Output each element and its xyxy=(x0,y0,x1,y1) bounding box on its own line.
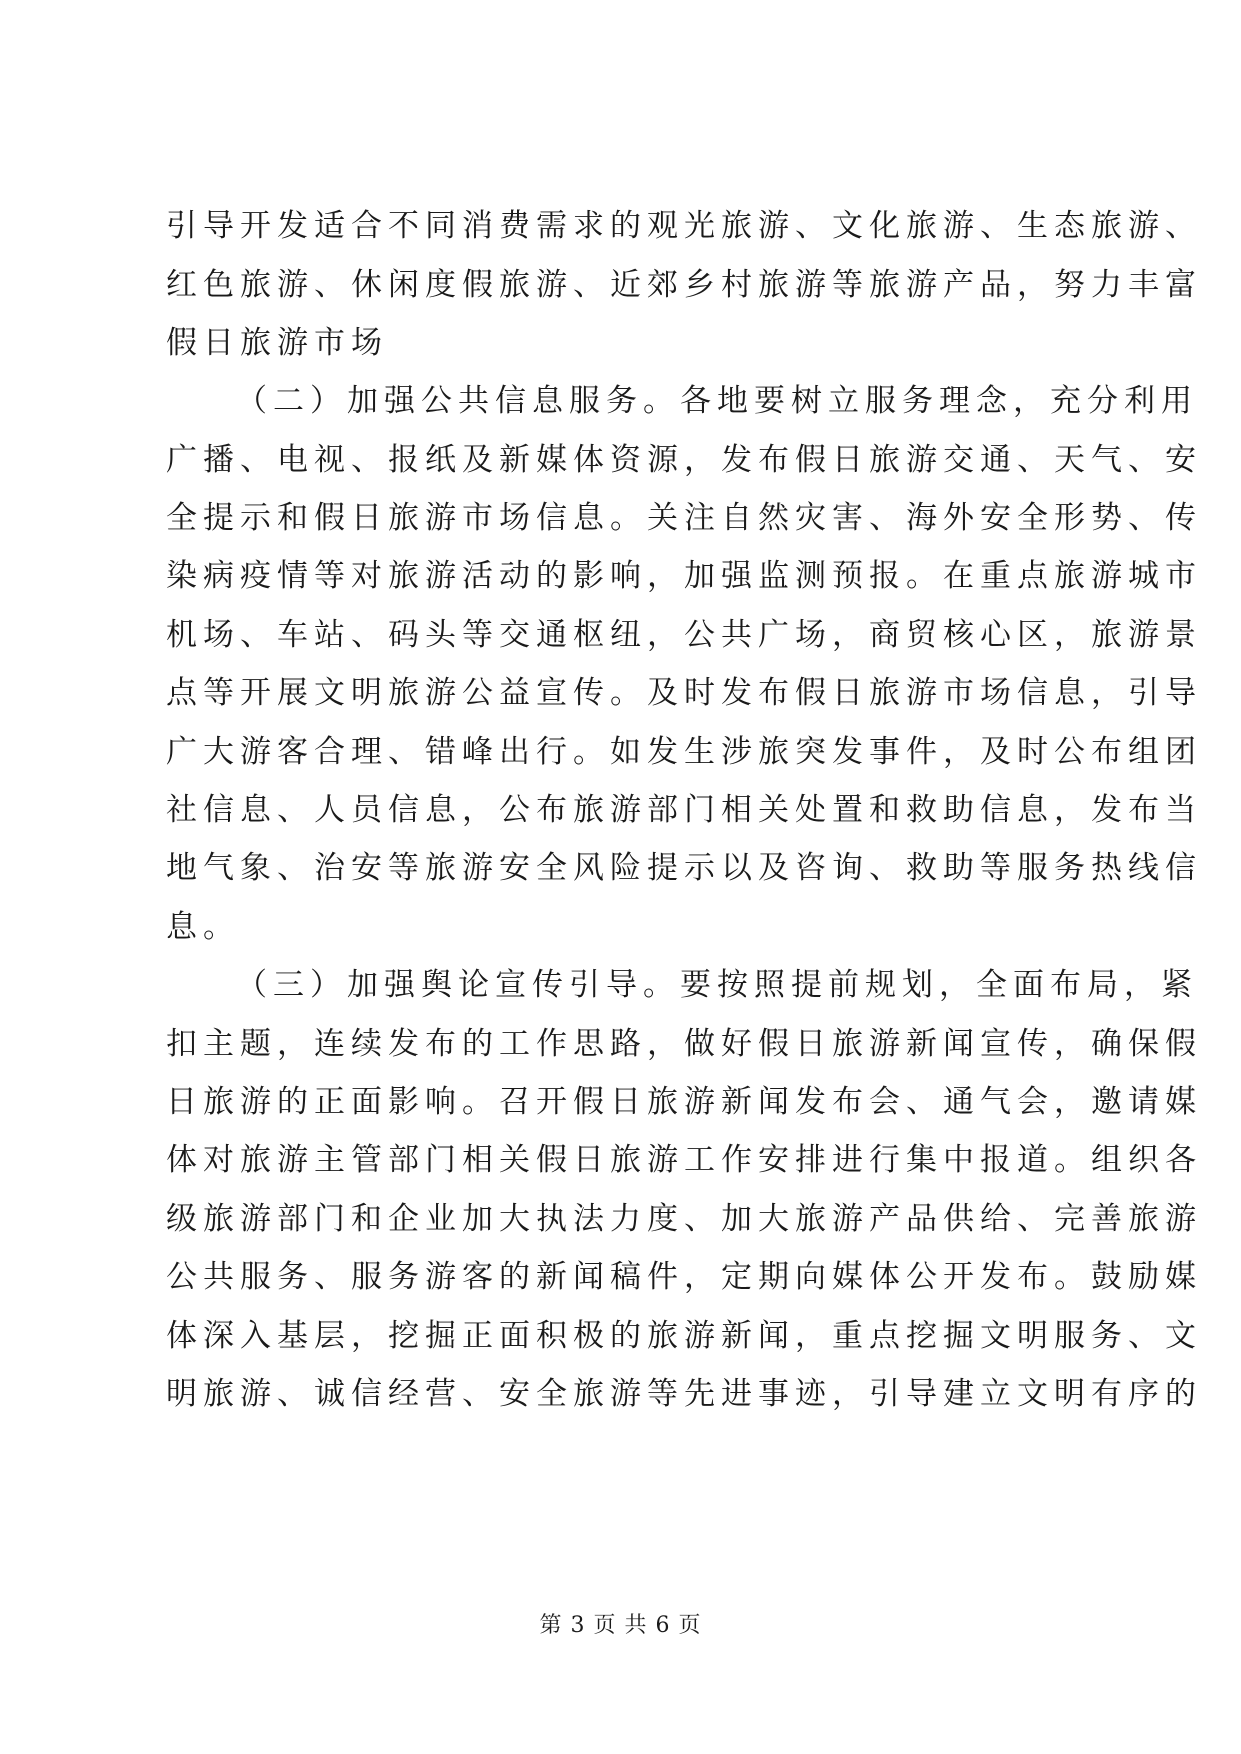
text-line: 广大游客合理、错峰出行。如发生涉旅突发事件，及时公布组团 xyxy=(166,734,1202,770)
text-line: 日旅游的正面影响。召开假日旅游新闻发布会、通气会，邀请媒 xyxy=(166,1084,1202,1120)
page-number-footer: 第 3 页 共 6 页 xyxy=(539,1613,702,1638)
text-line: 社信息、人员信息，公布旅游部门相关处置和救助信息，发布当 xyxy=(166,792,1202,828)
text-line: 扣主题，连续发布的工作思路，做好假日旅游新闻宣传，确保假 xyxy=(166,1026,1202,1062)
text-line: 假日旅游市场 xyxy=(166,325,388,361)
text-line: 地气象、治安等旅游安全风险提示以及咨询、救助等服务热线信 xyxy=(166,850,1202,886)
text-line: 红色旅游、休闲度假旅游、近郊乡村旅游等旅游产品，努力丰富 xyxy=(166,267,1202,303)
paragraph-heading-line: （二）加强公共信息服务。各地要树立服务理念，充分利用 xyxy=(236,383,1198,419)
text-line: 点等开展文明旅游公益宣传。及时发布假日旅游市场信息，引导 xyxy=(166,675,1202,711)
text-line: 引导开发适合不同消费需求的观光旅游、文化旅游、生态旅游、 xyxy=(166,208,1202,244)
text-line: 全提示和假日旅游市场信息。关注自然灾害、海外安全形势、传 xyxy=(166,500,1202,536)
text-line: 级旅游部门和企业加大执法力度、加大旅游产品供给、完善旅游 xyxy=(166,1201,1202,1237)
text-line: 机场、车站、码头等交通枢纽，公共广场，商贸核心区，旅游景 xyxy=(166,617,1202,653)
text-line: 染病疫情等对旅游活动的影响，加强监测预报。在重点旅游城市 xyxy=(166,558,1202,594)
text-line: 息。 xyxy=(166,909,240,945)
text-line: 公共服务、服务游客的新闻稿件，定期向媒体公开发布。鼓励媒 xyxy=(166,1259,1202,1295)
text-line: 体对旅游主管部门相关假日旅游工作安排进行集中报道。组织各 xyxy=(166,1142,1202,1178)
text-line: 广播、电视、报纸及新媒体资源，发布假日旅游交通、天气、安 xyxy=(166,442,1202,478)
text-line: 体深入基层，挖掘正面积极的旅游新闻，重点挖掘文明服务、文 xyxy=(166,1318,1202,1354)
text-line: 明旅游、诚信经营、安全旅游等先进事迹，引导建立文明有序的 xyxy=(166,1376,1202,1412)
paragraph-heading-line: （三）加强舆论宣传引导。要按照提前规划，全面布局，紧 xyxy=(236,967,1198,1003)
